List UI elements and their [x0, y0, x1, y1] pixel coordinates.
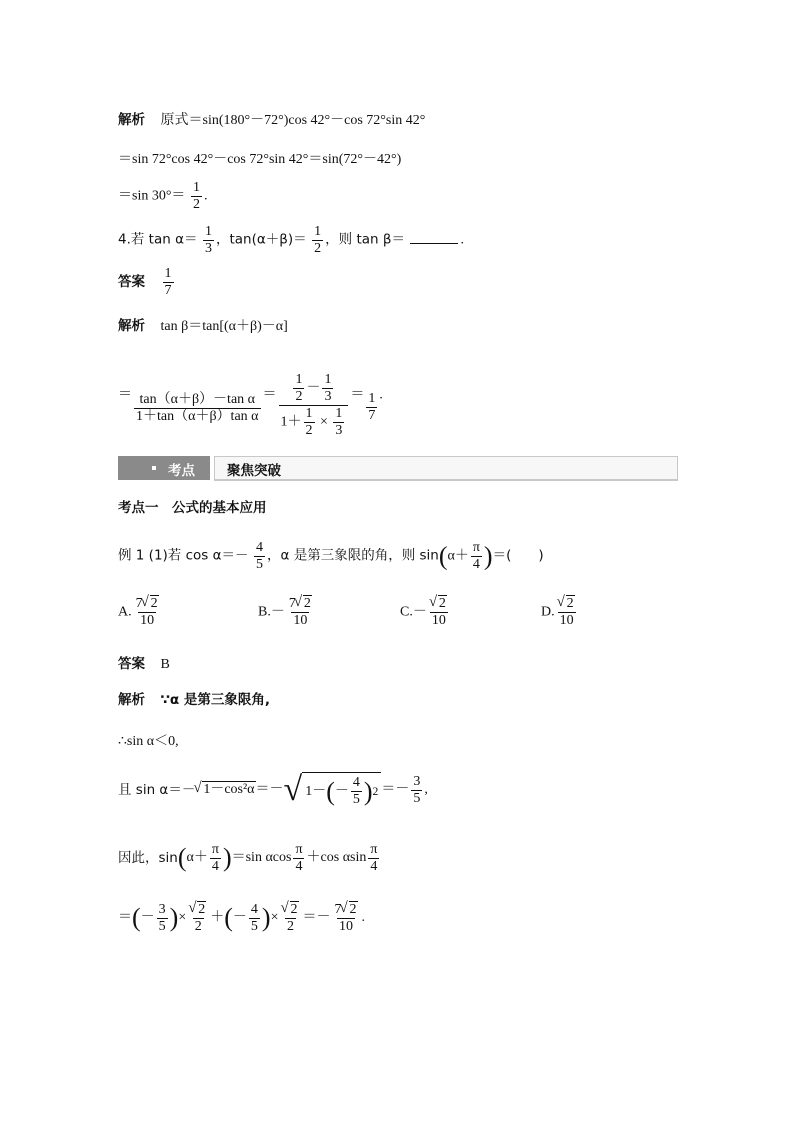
q3-analysis-line1 [118, 110, 425, 131]
q4-result-end: . [379, 387, 383, 403]
q3-frac-num: 1 [192, 180, 200, 195]
ex1-line4-prefix: 因此，sin [118, 850, 178, 866]
ex1-line5-eq: ＝ [118, 910, 132, 925]
q4-analysis-line1 [118, 316, 288, 337]
ex1-line3-prefix: 且 sin α＝－ [118, 782, 196, 798]
option-a-letter: A. [118, 604, 132, 620]
ex1-line5-den: 10 [339, 918, 353, 934]
ex1-line5-b-den: 5 [250, 918, 258, 934]
ex1-line3-f-den: 5 [352, 792, 360, 807]
q4-na-den: 2 [295, 389, 303, 404]
q4-frac2-den: 2 [314, 241, 322, 256]
q4-na-num: 1 [295, 372, 303, 387]
ex1-frac-den: 5 [256, 557, 263, 572]
ex1-line5-two2: 2 [287, 918, 294, 934]
ex1-line4-mid2: ＋cos αsin [306, 850, 367, 865]
option-b-sqrt [296, 596, 312, 612]
option-a-coef: 7 [135, 596, 143, 611]
ex1-line5-b-num: 4 [250, 901, 258, 917]
q4-da-den: 2 [305, 423, 313, 438]
option-c-sqrt [431, 596, 447, 612]
ex1-mid: ，α 是第三象限的角，则 sin [267, 547, 439, 564]
option-a-sqrt [143, 596, 159, 612]
q4-nb-num: 1 [324, 372, 332, 387]
option-c-rad: 2 [438, 596, 446, 611]
banner-tag-text: 考点 [168, 463, 195, 479]
q3-line1-text: 原式＝sin(180°－72°)cos 42°－cos 72°sin 42° [160, 113, 426, 128]
q3-line3-suffix: . [203, 188, 208, 204]
ex1-alpha-plus: α＋ [447, 548, 469, 564]
ex1-line3-sq: 2 [372, 784, 379, 798]
q4-nested-fraction [279, 372, 349, 439]
q4-db-den: 3 [335, 423, 343, 438]
ex1-line3-one-minus: 1－ [305, 783, 327, 799]
option-a[interactable] [118, 596, 163, 629]
q4-middle: ，tan(α＋β)＝ [215, 231, 307, 248]
q4-answer-den: 7 [164, 283, 172, 298]
ex1-line5-eq2: ＝－ [302, 910, 331, 925]
left-paren: ( [326, 776, 335, 806]
ex1-line5-a-den: 5 [158, 918, 166, 934]
ex1-line5-end: . [361, 910, 365, 925]
option-d-num [557, 596, 577, 612]
ex1-line3-f-num: 4 [352, 775, 360, 790]
option-c-num [429, 596, 449, 612]
q4-da-num: 1 [305, 406, 313, 421]
option-c-frac [429, 596, 449, 629]
left-paren: ( [132, 903, 141, 932]
q4-nested-num [289, 372, 337, 405]
ex1-line4-mid1: ＝sin αcos [231, 850, 292, 865]
q4-eq3: ＝ [350, 387, 365, 403]
ex1-line4-pi3: π [370, 841, 378, 857]
ex1-line3-r-den: 5 [413, 790, 421, 806]
q3-analysis-line3 [118, 180, 207, 213]
q4-frac1-num: 1 [204, 224, 212, 239]
option-b-coef: 7 [288, 596, 296, 611]
banner-title-box [214, 456, 678, 481]
ex1-line4-four: 4 [211, 858, 219, 874]
q4-nested-num-b [322, 372, 333, 405]
q4-frac1 [203, 224, 214, 257]
option-a-rad: 2 [150, 596, 158, 611]
q4-big-fraction [134, 392, 261, 425]
q4-answer-fraction [163, 266, 174, 299]
ex1-line3-neg: － [334, 783, 349, 799]
ex1-line5-sqrt-num2 [281, 902, 301, 918]
q4-result-den: 7 [368, 408, 376, 423]
q4-end: . [460, 232, 464, 248]
ex1-line5-times2: × [270, 910, 279, 925]
option-d-sqrt [559, 596, 575, 612]
q4-big-num: tan（α＋β）－tan α [139, 392, 255, 407]
ex1-line5-coef: 7 [334, 901, 342, 917]
option-a-num [134, 596, 161, 612]
section-banner [118, 456, 676, 480]
ex1-line3-sqrt [195, 780, 255, 800]
q4-nb-den: 3 [324, 389, 332, 404]
ex1-line4-pi2: π [295, 841, 303, 857]
q3-frac-den: 2 [192, 197, 200, 212]
ex1-analysis-line3 [118, 770, 428, 810]
ex1-line5-rad: 2 [198, 901, 206, 917]
ex1-analysis-text: ∵α 是第三象限角, [160, 692, 270, 708]
option-b-sign: － [270, 604, 285, 620]
ex1-four: 4 [472, 557, 480, 572]
left-paren: ( [177, 843, 187, 872]
banner-tag [118, 456, 210, 480]
ex1-line5-neg: － [140, 910, 155, 925]
q4-analysis-line2 [118, 352, 383, 439]
answer-label: 答案 [118, 273, 145, 290]
ex1-line5-sqrt-frac [188, 902, 208, 935]
option-b[interactable] [258, 596, 316, 629]
option-c-sign: － [412, 604, 427, 620]
ex1-line3-eq: ＝－ [381, 782, 410, 797]
ex1-analysis-line1 [118, 690, 270, 711]
q4-eq1: ＝ [118, 387, 132, 403]
q4-analysis-text: tan β＝tan[(α＋β)－α] [160, 319, 288, 334]
answer-blank [410, 229, 458, 244]
q4-question [118, 224, 464, 257]
analysis-label: 解析 [118, 318, 145, 334]
banner-title: 聚焦突破 [227, 463, 281, 479]
option-d-letter: D. [541, 604, 555, 620]
q4-frac1-den: 3 [204, 241, 212, 256]
right-paren: ) [222, 843, 232, 872]
ex1-line3-result [411, 774, 422, 807]
ex1-question [118, 540, 544, 573]
option-d-rad: 2 [566, 596, 574, 611]
ex1-line3-bigsqrt-inner [302, 772, 381, 808]
ex1-pi: π [472, 540, 480, 555]
ex1-line4-four2: 4 [295, 858, 303, 874]
radical-icon: √ [283, 771, 303, 808]
ex1-line4-pi-frac2 [293, 842, 304, 875]
option-b-den: 10 [293, 613, 308, 628]
ex1-end: ＝( ) [492, 547, 544, 564]
ex1-line5-times: × [178, 910, 187, 925]
ex1-line3-end: , [424, 782, 428, 797]
section-title [118, 498, 267, 519]
ex1-line3-r-num: 3 [413, 773, 421, 789]
q4-answer [118, 266, 176, 299]
ex1-line5-result [333, 902, 360, 935]
ex1-line4-alpha-plus: α＋ [186, 850, 208, 865]
ex1-line5-sqrt-num [188, 902, 208, 918]
analysis-label: 解析 [118, 692, 145, 708]
q4-frac2-num: 1 [314, 224, 322, 239]
ex1-line2-text: ∴sin α＜0, [118, 734, 179, 749]
ex1-analysis-line4 [118, 838, 381, 878]
option-b-frac [287, 596, 314, 629]
ex1-line3-bigsqrt [284, 772, 382, 808]
left-paren: ( [438, 541, 448, 571]
q4-answer-num: 1 [164, 266, 172, 281]
option-c-den: 10 [431, 613, 446, 628]
q4-nested-den-a [304, 406, 315, 439]
square-bullet-icon [152, 466, 156, 470]
ex1-line3-sqrt-inner: 1－cos²α [203, 782, 255, 797]
q4-nested-den [279, 405, 349, 439]
ex1-analysis-line5 [118, 896, 365, 940]
ex1-line5-sqrt2 [283, 902, 299, 918]
ex1-line5-plus: ＋ [210, 910, 225, 925]
option-b-rad: 2 [303, 596, 311, 611]
right-paren: ) [363, 776, 373, 806]
ex1-frac-num: 4 [256, 540, 263, 555]
section-title-text: 考点一 公式的基本应用 [118, 500, 267, 516]
ex1-line4-pi-frac [210, 842, 221, 875]
ex1-line4-pi: π [211, 841, 219, 857]
q4-after: ，则 tan β＝ [325, 231, 405, 248]
option-c[interactable] [400, 596, 451, 629]
q4-result-num: 1 [368, 391, 376, 406]
option-a-frac [134, 596, 161, 629]
ex1-line5-neg2: － [232, 910, 247, 925]
q4-nested-num-a [293, 372, 304, 405]
q4-result-fraction [366, 391, 377, 424]
ex1-analysis-line2 [118, 732, 179, 752]
q3-analysis-line2 [118, 150, 401, 170]
ex1-line3-frac [351, 775, 362, 808]
option-d-frac [557, 596, 577, 629]
right-paren: ) [483, 541, 493, 571]
ex1-line5-rad3: 2 [349, 901, 357, 917]
right-paren: ) [261, 903, 271, 932]
q4-prefix: 4.若 tan α＝ [118, 231, 198, 248]
ex1-answer-value: B [160, 657, 170, 672]
q4-times: × [320, 414, 328, 430]
left-paren: ( [224, 903, 233, 932]
answer-label: 答案 [118, 656, 145, 672]
ex1-line5-sqrt3 [342, 902, 358, 918]
ex1-prefix: 例 1 (1)若 cos α＝－ [118, 547, 249, 564]
ex1-pi-frac [471, 540, 482, 573]
ex1-line5-result-num [333, 902, 360, 918]
ex1-line5-two: 2 [194, 918, 202, 934]
ex1-line5-frac-a [157, 902, 168, 935]
q4-frac2 [312, 224, 323, 257]
q3-line3-prefix: ＝sin 30°＝ [118, 188, 186, 204]
ex1-line5-sqrt [190, 902, 206, 918]
ex1-line5-frac-b [249, 902, 260, 935]
ex1-line5-a-num: 3 [158, 901, 166, 917]
q4-nested-den-b [333, 406, 344, 439]
ex1-line3-mid: ＝－ [255, 782, 284, 797]
option-b-letter: B. [258, 604, 271, 620]
ex1-answer [118, 654, 170, 675]
q4-den-prefix: 1＋ [280, 414, 302, 430]
option-a-den: 10 [140, 613, 155, 628]
q4-big-den: 1＋tan（α＋β）tan α [136, 409, 259, 424]
option-d[interactable] [541, 596, 579, 629]
q3-line2-text: ＝sin 72°cos 42°－cos 72°sin 42°＝sin(72°－42°) [118, 152, 402, 167]
option-c-letter: C. [400, 604, 413, 620]
right-paren: ) [169, 903, 179, 932]
q4-inner-minus: － [306, 380, 321, 396]
q3-fraction [191, 180, 202, 213]
ex1-line4-pi-frac3 [368, 842, 379, 875]
option-b-num [287, 596, 314, 612]
q4-eq2: ＝ [262, 387, 277, 403]
option-d-den: 10 [559, 613, 574, 628]
analysis-label: 解析 [118, 112, 145, 128]
ex1-line5-rad2: 2 [290, 901, 298, 917]
ex1-frac [254, 540, 265, 573]
ex1-line5-sqrt-frac2 [281, 902, 301, 935]
q4-db-num: 1 [335, 406, 343, 421]
ex1-line4-four3: 4 [370, 858, 378, 874]
